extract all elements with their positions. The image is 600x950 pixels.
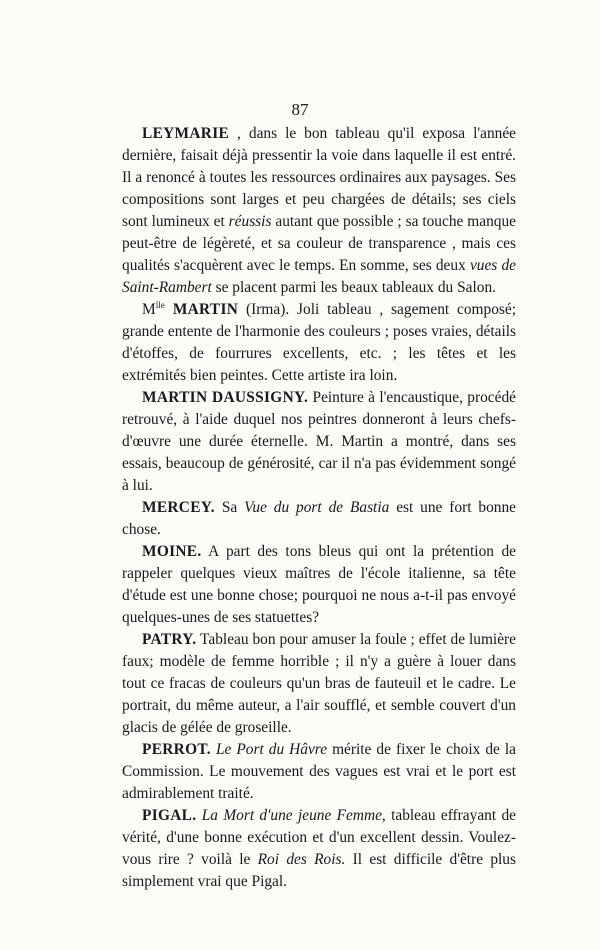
artist-name: MARTIN: [164, 301, 239, 318]
text-run: M: [142, 301, 156, 318]
superscript: lle: [155, 299, 165, 310]
entry-mercey: [122, 497, 516, 541]
text-run: mérite de fixer le choix de la Commission. Le mouvement des vagues est vrai et le port est admirablement traité.: [122, 741, 517, 802]
italic-title: Vue du port de Bastia: [244, 499, 390, 516]
text-run: Sa: [214, 499, 245, 516]
artist-name: PERROT.: [142, 741, 211, 758]
entry-martin-daussigny: [122, 387, 516, 497]
italic-title: La Mort d'une jeune Femme: [201, 807, 382, 824]
text-run: Il est difficile d'être plus simplement vrai que Pigal.: [122, 851, 516, 890]
text-run: se placent parmi les beaux tableaux du Salon.: [211, 279, 496, 296]
entry-martin-irma: [122, 299, 516, 387]
text-run: (Irma). Joli tableau , sagement composé; grande entente de l'harmonie des couleurs ; poses vraies, détails d'étoffes, de fourrures excellents, etc. ; les têtes et les extrémités bien peintes. Cette artiste ira loin.: [122, 301, 516, 384]
entry-pigal: [122, 805, 516, 893]
text-run: , dans le bon tableau qu'il exposa l'année dernière, faisait déjà pressentir la voie dans laquelle il est entré. Il a renoncé à toutes les ressources ordinaires aux paysages. Ses compositions sont larges et peu chargées de détails; ses ciels sont lumineux et: [122, 125, 516, 230]
entry-moine: [122, 541, 516, 629]
entry-perrot: [122, 739, 516, 805]
text-run: est une fort bonne chose.: [122, 499, 516, 538]
text-run: , tableau effrayant de vérité, d'une bonne exécution et d'un excellent dessin. Voulez-vous rire ? voilà le: [122, 807, 516, 868]
artist-name: PATRY.: [142, 631, 197, 648]
artist-name: MERCEY.: [142, 499, 215, 516]
body-text: [122, 123, 516, 893]
italic-title: réussis: [228, 213, 272, 230]
text-run: autant que possible ; sa touche manque peut-être de légèreté, et sa couleur de transparence , mais ces qualités s'acquèrent avec le temps. En somme, ses deux: [122, 213, 516, 274]
italic-title: Roi des Rois.: [257, 851, 346, 868]
artist-name: LEYMARIE: [142, 125, 230, 142]
artist-name: MOINE.: [142, 543, 202, 560]
text-run: Tableau bon pour amuser la foule ; effet de lumière faux; modèle de femme horrible ; il n'y a guère à louer dans tout ce fracas de couleurs qu'un bras de fauteuil et le cadre. Le portrait, du même auteur, a l'air soufflé, et semble couvert d'un glacis de gélée de groseille.: [122, 631, 516, 736]
italic-title: Le Port du Hâvre: [215, 741, 328, 758]
entry-patry: [122, 629, 516, 739]
text-run: A part des tons bleus qui ont la prétention de rappeler quelques vieux maîtres de l'école italienne, sa tête d'étude est une bonne chose; pourquoi ne nous a-t-il pas envoyé quelques-unes de ses statuettes?: [122, 543, 516, 626]
page-number: 87: [291, 100, 309, 119]
entry-leymarie: [122, 123, 516, 299]
artist-name: MARTIN DAUSSIGNY.: [142, 389, 309, 406]
text-run: Peinture à l'encaustique, procédé retrouvé, à l'aide duquel nos peintres donneront à leurs chefs-d'œuvre une durée éternelle. M. Martin a montré, dans ses essais, beaucoup de générosité, car il n'a pas évidemment songé à lui.: [122, 389, 516, 494]
artist-name: PIGAL.: [142, 807, 197, 824]
italic-title: vues de Saint-Rambert: [122, 257, 516, 296]
